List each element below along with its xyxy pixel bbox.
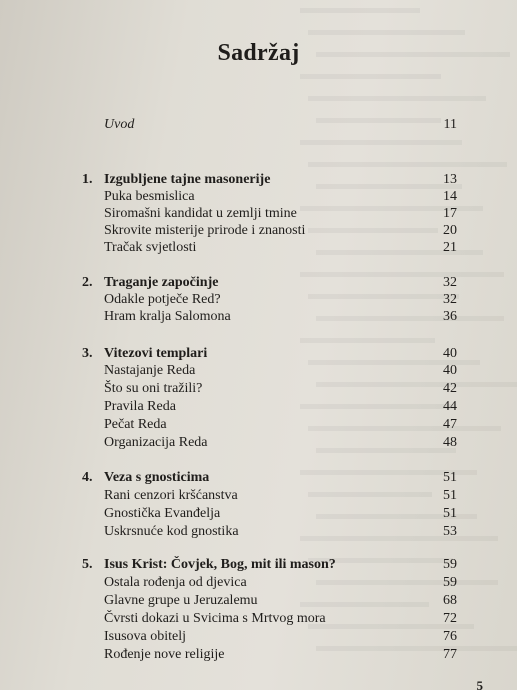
chapter-heading xyxy=(0,556,517,574)
toc-section xyxy=(0,592,517,610)
toc-section xyxy=(0,416,517,434)
section-page: 47 xyxy=(443,417,457,432)
toc-section xyxy=(0,398,517,416)
chapter-page: 59 xyxy=(443,557,457,572)
toc-section xyxy=(0,362,517,380)
chapter-heading xyxy=(0,171,517,189)
section-page: 51 xyxy=(443,506,457,521)
bleed-through-line xyxy=(300,140,462,145)
section-label: Ostala rođenja od djevica xyxy=(104,575,247,590)
section-label: Čvrsti dokazi u Svicima s Mrtvog mora xyxy=(104,611,326,626)
section-label: Rođenje nove religije xyxy=(104,647,225,662)
bleed-through-line xyxy=(308,162,507,167)
chapter-number: 2. xyxy=(82,275,93,290)
toc-section xyxy=(0,380,517,398)
toc-section xyxy=(0,610,517,628)
chapter-title: Traganje započinje xyxy=(104,275,219,290)
bleed-through-line xyxy=(300,74,441,79)
chapter-title: Isus Krist: Čovjek, Bog, mit ili mason? xyxy=(104,557,336,572)
chapter-title: Izgubljene tajne masonerije xyxy=(104,172,271,187)
section-page: 36 xyxy=(443,309,457,324)
chapter-title: Vitezovi templari xyxy=(104,346,208,361)
section-page: 53 xyxy=(443,524,457,539)
chapter-page: 51 xyxy=(443,470,457,485)
toc-entry-intro xyxy=(0,116,517,134)
toc-section xyxy=(0,523,517,541)
section-page: 44 xyxy=(443,399,457,414)
toc-section xyxy=(0,188,517,206)
section-label: Što su oni tražili? xyxy=(104,381,203,396)
section-label: Uskrsnuće kod gnostika xyxy=(104,524,239,539)
section-page: 17 xyxy=(443,206,457,221)
section-label: Organizacija Reda xyxy=(104,435,208,450)
page-title: Sadržaj xyxy=(217,40,300,66)
toc-section xyxy=(0,434,517,452)
section-label: Hram kralja Salomona xyxy=(104,309,231,324)
toc-section xyxy=(0,308,517,326)
section-label: Gnostička Evanđelja xyxy=(104,506,221,521)
toc-entry-page: 11 xyxy=(443,117,457,132)
toc-section xyxy=(0,222,517,240)
chapter-number: 1. xyxy=(82,172,93,187)
chapter-number: 3. xyxy=(82,346,93,361)
section-label: Isusova obitelj xyxy=(104,629,187,644)
chapter-page: 13 xyxy=(443,172,457,187)
toc-section xyxy=(0,291,517,309)
section-page: 59 xyxy=(443,575,457,590)
section-label: Puka besmislica xyxy=(104,189,195,204)
section-label: Rani cenzori kršćanstva xyxy=(104,488,238,503)
toc-entry-label: Uvod xyxy=(104,117,135,132)
section-page: 51 xyxy=(443,488,457,503)
chapter-heading xyxy=(0,345,517,363)
toc-section xyxy=(0,646,517,664)
toc-section xyxy=(0,505,517,523)
page-number: 5 xyxy=(476,678,483,690)
section-page: 40 xyxy=(443,363,457,378)
bleed-through-line xyxy=(308,96,486,101)
section-page: 42 xyxy=(443,381,457,396)
section-label: Pečat Reda xyxy=(104,417,167,432)
section-label: Glavne grupe u Jeruzalemu xyxy=(104,593,258,608)
section-label: Nastajanje Reda xyxy=(104,363,196,378)
chapter-page: 40 xyxy=(443,346,457,361)
toc-section xyxy=(0,628,517,646)
chapter-heading xyxy=(0,469,517,487)
chapter-title: Veza s gnosticima xyxy=(104,470,210,485)
section-label: Pravila Reda xyxy=(104,399,176,414)
section-page: 48 xyxy=(443,435,457,450)
bleed-through-line xyxy=(300,8,420,13)
section-page: 76 xyxy=(443,629,457,644)
chapter-page: 32 xyxy=(443,275,457,290)
bleed-through-line xyxy=(300,338,435,343)
toc-section xyxy=(0,239,517,257)
section-label: Odakle potječe Red? xyxy=(104,292,221,307)
section-page: 72 xyxy=(443,611,457,626)
section-page: 21 xyxy=(443,240,457,255)
chapter-number: 5. xyxy=(82,557,93,572)
section-page: 68 xyxy=(443,593,457,608)
toc-section xyxy=(0,487,517,505)
toc-section xyxy=(0,574,517,592)
section-page: 14 xyxy=(443,189,457,204)
section-page: 20 xyxy=(443,223,457,238)
toc-section xyxy=(0,205,517,223)
section-label: Siromašni kandidat u zemlji tmine xyxy=(104,206,297,221)
bleed-through-line xyxy=(308,30,465,35)
section-page: 77 xyxy=(443,647,457,662)
section-label: Tračak svjetlosti xyxy=(104,240,197,255)
section-page: 32 xyxy=(443,292,457,307)
chapter-heading xyxy=(0,274,517,292)
chapter-number: 4. xyxy=(82,470,93,485)
section-label: Skrovite misterije prirode i znanosti xyxy=(104,223,306,238)
